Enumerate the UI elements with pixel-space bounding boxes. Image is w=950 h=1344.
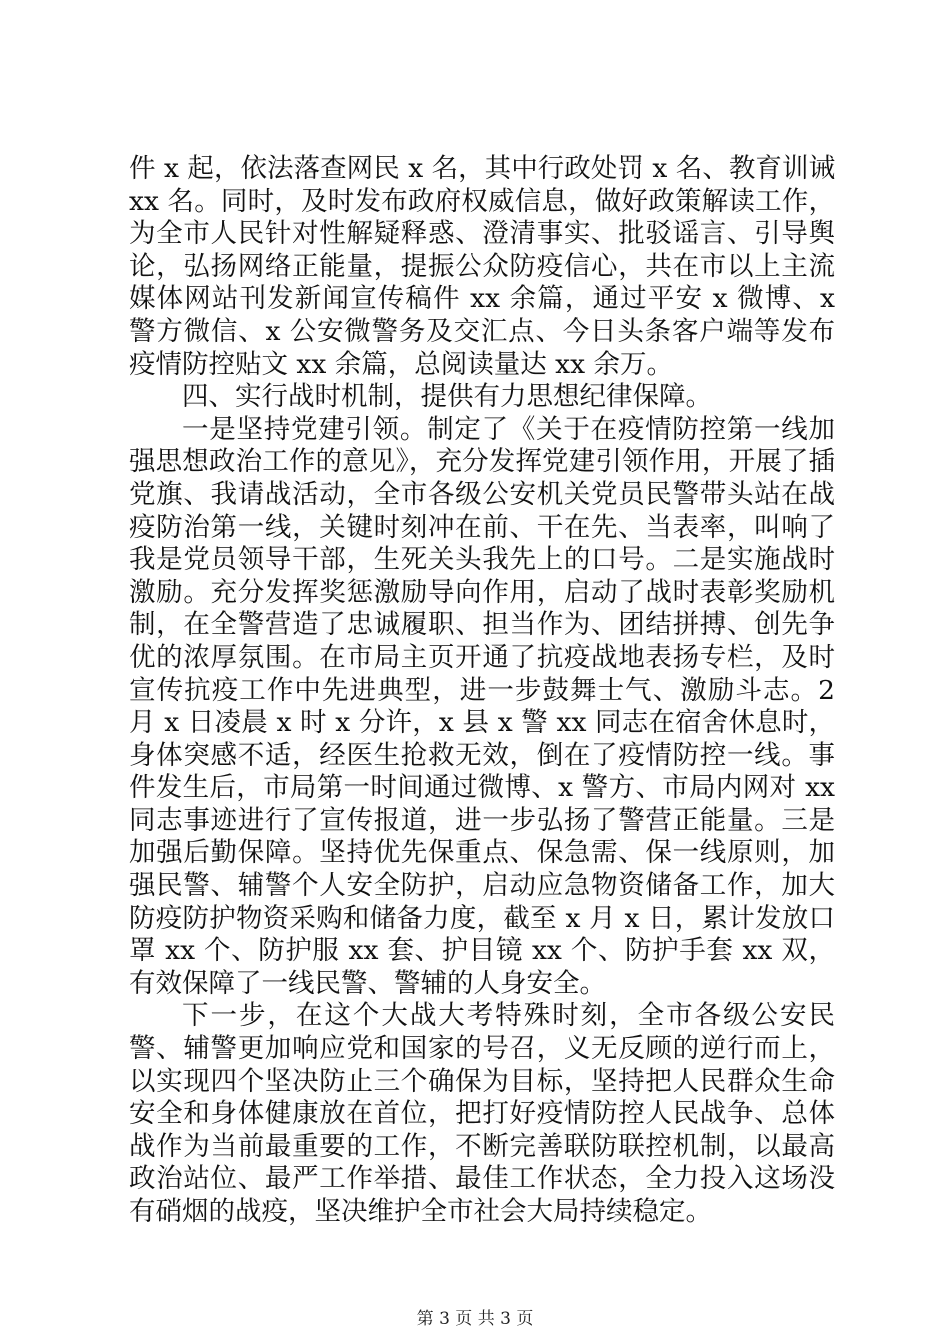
page-footer: 第 3 页 共 3 页	[416, 1309, 534, 1329]
section-heading: 四、实行战时机制，提供有力思想纪律保障。	[182, 381, 712, 413]
paragraph: 件 x 起，依法落查网民 x 名，其中行政处罚 x 名、教育训诫 xx 名。同时，及时发布政府权威信息，做好政策解读工作，为全市人民针对性解疑释惑、澄清事实、批驳谣言、引导舆论，弘扬网络正能量，提振公众防疫信心，共在市以上主流媒体网站刊发新闻宣传稿件 xx 余篇，通过平安 x 微博、x 警方微信、x 公安微警务及交汇点、今日头条客户端等发布疫情防控贴文 xx 余篇，总阅读量达 xx 余万。	[129, 153, 835, 380]
paragraph: 下一步，在这个大战大考特殊时刻，全市各级公安民警、辅警更加响应党和国家的号召，义无反顾的逆行而上，以实现四个坚决防止三个确保为目标，坚持把人民群众生命安全和身体健康放在首位，把打好疫情防控人民战争、总体战作为当前最重要的工作，不断完善联防联控机制，以最高政治站位、最严工作举措、最佳工作状态，全力投入这场没有硝烟的战疫，坚决维护全市社会大局持续稳定。	[129, 1000, 835, 1227]
document-body	[129, 153, 835, 1229]
paragraph: 一是坚持党建引领。制定了《关于在疫情防控第一线加强思想政治工作的意见》，充分发挥党建引领作用，开展了插党旗、我请战活动，全市各级公安机关党员民警带头站在战疫防治第一线，关键时刻冲在前、干在先、当表率，叫响了我是党员领导干部，生死关头我先上的口号。二是实施战时激励。充分发挥奖惩激励导向作用，启动了战时表彰奖励机制，在全警营造了忠诚履职、担当作为、团结拼搏、创先争优的浓厚氛围。在市局主页开通了抗疫战地表扬专栏，及时宣传抗疫工作中先进典型，进一步鼓舞士气、激励斗志。2 月 x 日凌晨 x 时 x 分许，x 县 x 警 xx 同志在宿舍休息时，身体突感不适，经医生抢救无效，倒在了疫情防控一线。事件发生后，市局第一时间通过微博、x 警方、市局内网对 xx 同志事迹进行了宣传报道，进一步弘扬了警营正能量。三是加强后勤保障。坚持优先保重点、保急需、保一线原则，加强民警、辅警个人安全防护，启动应急物资储备工作，加大防疫防护物资采购和储备力度，截至 x 月 x 日，累计发放口罩 xx 个、防护服 xx 套、护目镜 xx 个、防护手套 xx 双，有效保障了一线民警、警辅的人身安全。	[129, 413, 835, 999]
